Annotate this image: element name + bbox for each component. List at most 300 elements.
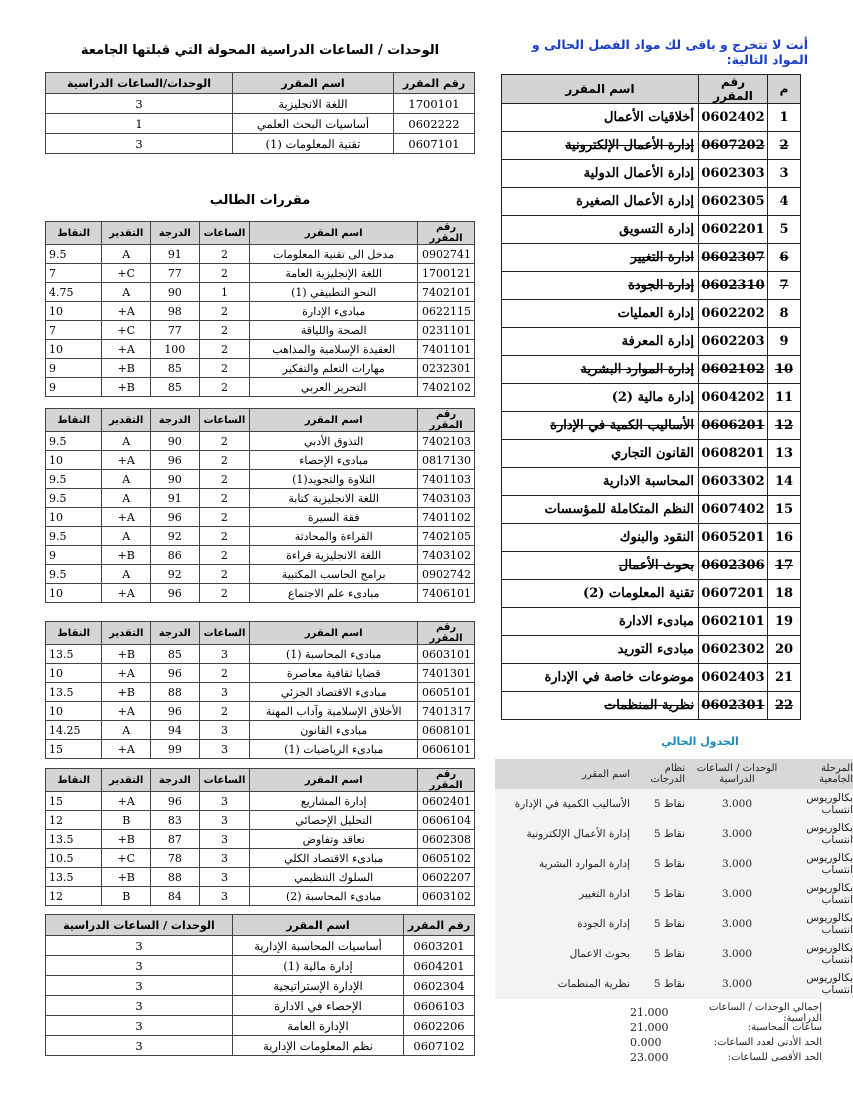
table-row (46, 546, 475, 565)
col-header-units: الوحدات/الساعات الدراسية (46, 73, 233, 94)
course-grade: B+ (102, 546, 151, 565)
course-name: النحو التطبيقي (1) (250, 283, 418, 302)
table-row (46, 245, 475, 264)
row-number: 14 (768, 468, 801, 496)
course-units: 1 (46, 114, 233, 134)
course-code: 0605101 (418, 683, 475, 702)
course-code: 0602202 (699, 300, 768, 328)
course-units: 3 (46, 1036, 233, 1056)
table-row (46, 830, 475, 849)
course-code: 0817130 (418, 451, 475, 470)
course-name: بحوث الاعمال (495, 939, 633, 969)
course-points: 14.25 (46, 721, 102, 740)
course-name: إدارة الأعمال الصغيرة (502, 188, 699, 216)
course-code: 0603302 (699, 468, 768, 496)
course-grade: B (102, 811, 151, 830)
total-label: إجمالي الوحدات / الساعات الدراسية: (709, 1001, 822, 1024)
remaining-courses-title: أنت لا تتخرج و باقى لك مواد الفصل الحالى و المواد التالية: (531, 37, 808, 67)
table-row (46, 359, 475, 378)
course-grade: A (102, 721, 151, 740)
course-grade: A+ (102, 302, 151, 321)
course-name: الأساليب الكمية في الإدارة (502, 412, 699, 440)
course-hours: 2 (199, 489, 250, 508)
course-degree: 88 (151, 683, 200, 702)
table-row (495, 939, 853, 969)
table-row (46, 340, 475, 359)
course-name: إدارة الأعمال الدولية (502, 160, 699, 188)
course-name: التحرير العربي (250, 378, 418, 397)
grade-system: نقاط 5 (633, 819, 689, 849)
course-hours: 3 (199, 645, 250, 664)
course-code: 0605201 (699, 524, 768, 552)
course-degree: 98 (151, 302, 200, 321)
course-points: 15 (46, 792, 102, 811)
semester-table (45, 768, 475, 906)
course-units: 3 (46, 936, 233, 956)
course-code: 0902742 (418, 565, 475, 584)
table-row (46, 976, 475, 996)
course-name: إدارة التسويق (502, 216, 699, 244)
table-row (495, 879, 853, 909)
course-name: إدارة الموارد البشرية (502, 356, 699, 384)
table-row (495, 819, 853, 849)
course-points: 12 (46, 811, 102, 830)
course-hours: 2 (199, 245, 250, 264)
course-hours: 2 (199, 451, 250, 470)
course-points: 10 (46, 451, 102, 470)
course-points: 15 (46, 740, 102, 759)
course-hours: 2 (199, 565, 250, 584)
total-value: 0.000 (630, 1036, 662, 1049)
course-name: إدارة الأعمال الإلكترونية (502, 132, 699, 160)
table-row (46, 702, 475, 721)
course-grade: B+ (102, 378, 151, 397)
course-name: مبادىء المحاسبة (1) (250, 645, 418, 664)
course-code: 7402101 (418, 283, 475, 302)
row-number: 2 (768, 132, 801, 160)
hours: 3.000 (689, 909, 785, 939)
course-code: 0602206 (404, 1016, 475, 1036)
col-header-points: النقاط (46, 622, 102, 645)
course-hours: 2 (199, 664, 250, 683)
course-hours: 3 (199, 868, 250, 887)
phase: بكالوريوس انتساب (785, 969, 853, 999)
row-number: 5 (768, 216, 801, 244)
course-degree: 96 (151, 508, 200, 527)
course-name: إدارة الجودة (502, 272, 699, 300)
course-grade: A (102, 245, 151, 264)
course-points: 7 (46, 321, 102, 340)
table-row (495, 969, 853, 999)
course-code: 0602304 (404, 976, 475, 996)
course-code: 7403103 (418, 489, 475, 508)
current-schedule-table (495, 759, 853, 999)
table-row (502, 356, 801, 384)
table-row (46, 302, 475, 321)
course-code: 7402102 (418, 378, 475, 397)
course-degree: 84 (151, 887, 200, 906)
course-name: أخلاقيات الأعمال (502, 104, 699, 132)
table-row (46, 264, 475, 283)
table-row (46, 432, 475, 451)
col-header-name: اسم المقرر (233, 915, 404, 936)
course-name: التذوق الأدبي (250, 432, 418, 451)
table-header-row (46, 222, 475, 245)
col-header-grade: التقدير (102, 222, 151, 245)
course-name: نظم المعلومات الإدارية (233, 1036, 404, 1056)
course-name: مبادىء الرياضيات (1) (250, 740, 418, 759)
course-hours: 2 (199, 302, 250, 321)
col-header-hours: الوحدات / الساعات الدراسية (689, 759, 785, 789)
table-row (46, 470, 475, 489)
course-points: 9 (46, 378, 102, 397)
table-row (46, 792, 475, 811)
table-row (46, 645, 475, 664)
course-name: الأخلاق الإسلامية وآداب المهنة (250, 702, 418, 721)
course-name: نظرية المنظمات (495, 969, 633, 999)
row-number: 13 (768, 440, 801, 468)
course-degree: 96 (151, 451, 200, 470)
course-code: 0604202 (699, 384, 768, 412)
course-degree: 90 (151, 470, 200, 489)
table-row (46, 887, 475, 906)
table-row (502, 496, 801, 524)
course-code: 0602310 (699, 272, 768, 300)
col-header-points: النقاط (46, 769, 102, 792)
table-row (502, 636, 801, 664)
semester-table (45, 221, 475, 397)
hours: 3.000 (689, 849, 785, 879)
table-row (502, 692, 801, 720)
col-header-name: اسم المقرر (250, 769, 418, 792)
course-code: 0607201 (699, 580, 768, 608)
col-header-course: اسم المقرر (495, 759, 633, 789)
table-row (495, 849, 853, 879)
table-header-row (46, 769, 475, 792)
course-name: الإحصاء في الادارة (233, 996, 404, 1016)
table-header-row (46, 622, 475, 645)
col-header-hours: الساعات (199, 222, 250, 245)
table-row (495, 909, 853, 939)
course-code: 0602307 (699, 244, 768, 272)
table-row (502, 468, 801, 496)
course-code: 0602306 (699, 552, 768, 580)
course-name: مبادىء التوريد (502, 636, 699, 664)
row-number: 11 (768, 384, 801, 412)
table-row (46, 849, 475, 868)
col-header-name: اسم المقرر (250, 622, 418, 645)
course-degree: 85 (151, 378, 200, 397)
row-number: 8 (768, 300, 801, 328)
phase: بكالوريوس انتساب (785, 849, 853, 879)
course-code: 7401317 (418, 702, 475, 721)
course-grade: A (102, 283, 151, 302)
course-code: 7406101 (418, 584, 475, 603)
course-hours: 3 (199, 792, 250, 811)
course-code: 0608101 (418, 721, 475, 740)
row-number: 18 (768, 580, 801, 608)
row-number: 12 (768, 412, 801, 440)
total-label: الحد الأدنى لعدد الساعات: (713, 1037, 822, 1048)
course-code: 7401102 (418, 508, 475, 527)
phase: بكالوريوس انتساب (785, 819, 853, 849)
table-row (46, 451, 475, 470)
course-grade: A+ (102, 508, 151, 527)
row-number: 7 (768, 272, 801, 300)
course-grade: A+ (102, 664, 151, 683)
col-header-grade: التقدير (102, 409, 151, 432)
course-code: 1700121 (418, 264, 475, 283)
course-grade: A+ (102, 792, 151, 811)
course-hours: 1 (199, 283, 250, 302)
total-value: 23.000 (630, 1051, 669, 1064)
course-hours: 3 (199, 849, 250, 868)
course-hours: 2 (199, 470, 250, 489)
course-hours: 2 (199, 264, 250, 283)
table-row (46, 527, 475, 546)
grade-system: نقاط 5 (633, 969, 689, 999)
table-header-row (46, 409, 475, 432)
course-name: موضوعات خاصة في الإدارة (502, 664, 699, 692)
course-name: مبادىء الادارة (502, 608, 699, 636)
course-name: اللغة الانجليزية كتابة (250, 489, 418, 508)
table-row (502, 664, 801, 692)
grade-system: نقاط 5 (633, 879, 689, 909)
table-row (502, 188, 801, 216)
course-points: 10 (46, 302, 102, 321)
course-name: تعاقد وتفاوض (250, 830, 418, 849)
row-number: 19 (768, 608, 801, 636)
course-name: نظرية المنظمات (502, 692, 699, 720)
course-name: التلاوة والتجويد(1) (250, 470, 418, 489)
course-code: 0606201 (699, 412, 768, 440)
course-grade: A (102, 432, 151, 451)
table-row (502, 580, 801, 608)
course-code: 0602308 (418, 830, 475, 849)
col-header-degree: الدرجة (151, 769, 200, 792)
course-grade: C+ (102, 264, 151, 283)
col-header-code: رقم المقرر (418, 769, 475, 792)
course-code: 0602203 (699, 328, 768, 356)
course-code: 0602301 (699, 692, 768, 720)
course-points: 10 (46, 508, 102, 527)
course-name: التحليل الإحصائي (250, 811, 418, 830)
course-code: 0602401 (418, 792, 475, 811)
table-row (502, 272, 801, 300)
course-name: تقنية المعلومات (2) (502, 580, 699, 608)
course-grade: A (102, 470, 151, 489)
course-code: 0602207 (418, 868, 475, 887)
course-grade: A+ (102, 702, 151, 721)
col-header-code: رقم المقرر (394, 73, 475, 94)
course-code: 0605102 (418, 849, 475, 868)
course-points: 12 (46, 887, 102, 906)
course-points: 10.5 (46, 849, 102, 868)
row-number: 22 (768, 692, 801, 720)
table-header-row (502, 75, 801, 104)
course-name: مبادىء القانون (250, 721, 418, 740)
col-header-points: النقاط (46, 409, 102, 432)
col-header-degree: الدرجة (151, 222, 200, 245)
course-code: 0606101 (418, 740, 475, 759)
table-row (46, 321, 475, 340)
course-code: 0602305 (699, 188, 768, 216)
course-code: 0606104 (418, 811, 475, 830)
course-name: إدارة الجودة (495, 909, 633, 939)
table-row (46, 134, 475, 154)
total-row (560, 1035, 822, 1050)
course-name: مبادىء الاقتصاد الكلي (250, 849, 418, 868)
total-label: الحد الأقصى للساعات: (727, 1052, 822, 1063)
course-hours: 2 (199, 378, 250, 397)
course-grade: A+ (102, 451, 151, 470)
course-hours: 2 (199, 340, 250, 359)
phase: بكالوريوس انتساب (785, 909, 853, 939)
row-number: 1 (768, 104, 801, 132)
course-name: إدارة العمليات (502, 300, 699, 328)
total-value: 21.000 (630, 1006, 669, 1019)
course-name: الصحة واللياقة (250, 321, 418, 340)
table-row (46, 584, 475, 603)
transfer-table-2 (45, 914, 475, 1056)
course-code: 0602101 (699, 608, 768, 636)
course-name: المحاسبة الادارية (502, 468, 699, 496)
table-row (46, 683, 475, 702)
course-code: 0602222 (394, 114, 475, 134)
col-header-code: رقم المقرر (418, 622, 475, 645)
course-units: 3 (46, 996, 233, 1016)
col-header-name: اسم المقرر (502, 75, 699, 104)
course-points: 4.75 (46, 283, 102, 302)
table-header-row (46, 915, 475, 936)
course-name: مدخل الى تقنية المعلومات (250, 245, 418, 264)
course-code: 7401301 (418, 664, 475, 683)
course-grade: B+ (102, 830, 151, 849)
course-degree: 83 (151, 811, 200, 830)
table-row (46, 565, 475, 584)
table-header-row (46, 73, 475, 94)
col-header-units: الوحدات / الساعات الدراسية (46, 915, 233, 936)
course-points: 10 (46, 340, 102, 359)
course-degree: 96 (151, 702, 200, 721)
col-header-points: النقاط (46, 222, 102, 245)
phase: بكالوريوس انتساب (785, 879, 853, 909)
course-name: اللغة الانجليزية (233, 94, 394, 114)
course-code: 0607101 (394, 134, 475, 154)
table-row (46, 378, 475, 397)
course-degree: 85 (151, 359, 200, 378)
table-row (495, 789, 853, 819)
course-code: 0232301 (418, 359, 475, 378)
row-number: 17 (768, 552, 801, 580)
table-row (502, 300, 801, 328)
current-schedule-title: الجدول الحالي (661, 735, 739, 748)
transfer-body (46, 94, 475, 154)
course-name: النظم المتكاملة للمؤسسات (502, 496, 699, 524)
course-degree: 96 (151, 664, 200, 683)
course-code: 0622115 (418, 302, 475, 321)
total-value: 21.000 (630, 1021, 669, 1034)
table-row (502, 132, 801, 160)
phase: بكالوريوس انتساب (785, 789, 853, 819)
course-degree: 86 (151, 546, 200, 565)
col-header-phase: المرحلة الجامعية (785, 759, 853, 789)
table-row (502, 384, 801, 412)
course-hours: 2 (199, 321, 250, 340)
table-row (502, 440, 801, 468)
course-hours: 3 (199, 811, 250, 830)
course-units: 3 (46, 976, 233, 996)
course-hours: 2 (199, 527, 250, 546)
course-name: إدارة المعرفة (502, 328, 699, 356)
course-name: إدارة الأعمال الإلكترونية (495, 819, 633, 849)
course-hours: 2 (199, 584, 250, 603)
course-points: 13.5 (46, 683, 102, 702)
course-units: 3 (46, 134, 233, 154)
course-units: 3 (46, 94, 233, 114)
course-points: 13.5 (46, 868, 102, 887)
row-number: 16 (768, 524, 801, 552)
transfer-table (45, 72, 475, 154)
course-name: القانون التجاري (502, 440, 699, 468)
course-degree: 100 (151, 340, 200, 359)
course-name: إدارة الموارد البشرية (495, 849, 633, 879)
course-grade: B+ (102, 868, 151, 887)
course-code: 7402105 (418, 527, 475, 546)
course-points: 10 (46, 702, 102, 721)
table-header-row (495, 759, 853, 789)
course-points: 10 (46, 664, 102, 683)
table-row (46, 283, 475, 302)
row-number: 20 (768, 636, 801, 664)
course-grade: C+ (102, 321, 151, 340)
semester-table (45, 408, 475, 603)
total-label: ساعات المحاسبة: (747, 1022, 822, 1033)
table-row (46, 936, 475, 956)
course-name: تقنية المعلومات (1) (233, 134, 394, 154)
course-hours: 3 (199, 721, 250, 740)
col-header-system: نظام الدرجات (633, 759, 689, 789)
course-points: 10 (46, 584, 102, 603)
course-degree: 91 (151, 489, 200, 508)
row-number: 10 (768, 356, 801, 384)
course-degree: 96 (151, 584, 200, 603)
table-row (502, 524, 801, 552)
table-row (46, 740, 475, 759)
course-hours: 2 (199, 546, 250, 565)
table-row (46, 868, 475, 887)
course-hours: 3 (199, 830, 250, 849)
course-grade: A (102, 489, 151, 508)
course-code: 0603201 (404, 936, 475, 956)
course-name: فقة السيرة (250, 508, 418, 527)
course-name: إدارة مالية (1) (233, 956, 404, 976)
course-degree: 91 (151, 245, 200, 264)
course-hours: 2 (199, 432, 250, 451)
course-name: برامج الحاسب المكتبية (250, 565, 418, 584)
row-number: 15 (768, 496, 801, 524)
phase: بكالوريوس انتساب (785, 939, 853, 969)
course-code: 1700101 (394, 94, 475, 114)
course-points: 9.5 (46, 245, 102, 264)
course-grade: A+ (102, 584, 151, 603)
course-degree: 77 (151, 264, 200, 283)
course-grade: B+ (102, 359, 151, 378)
course-name: الأساليب الكمية في الإدارة (495, 789, 633, 819)
course-code: 0607402 (699, 496, 768, 524)
course-points: 9.5 (46, 470, 102, 489)
course-hours: 2 (199, 702, 250, 721)
